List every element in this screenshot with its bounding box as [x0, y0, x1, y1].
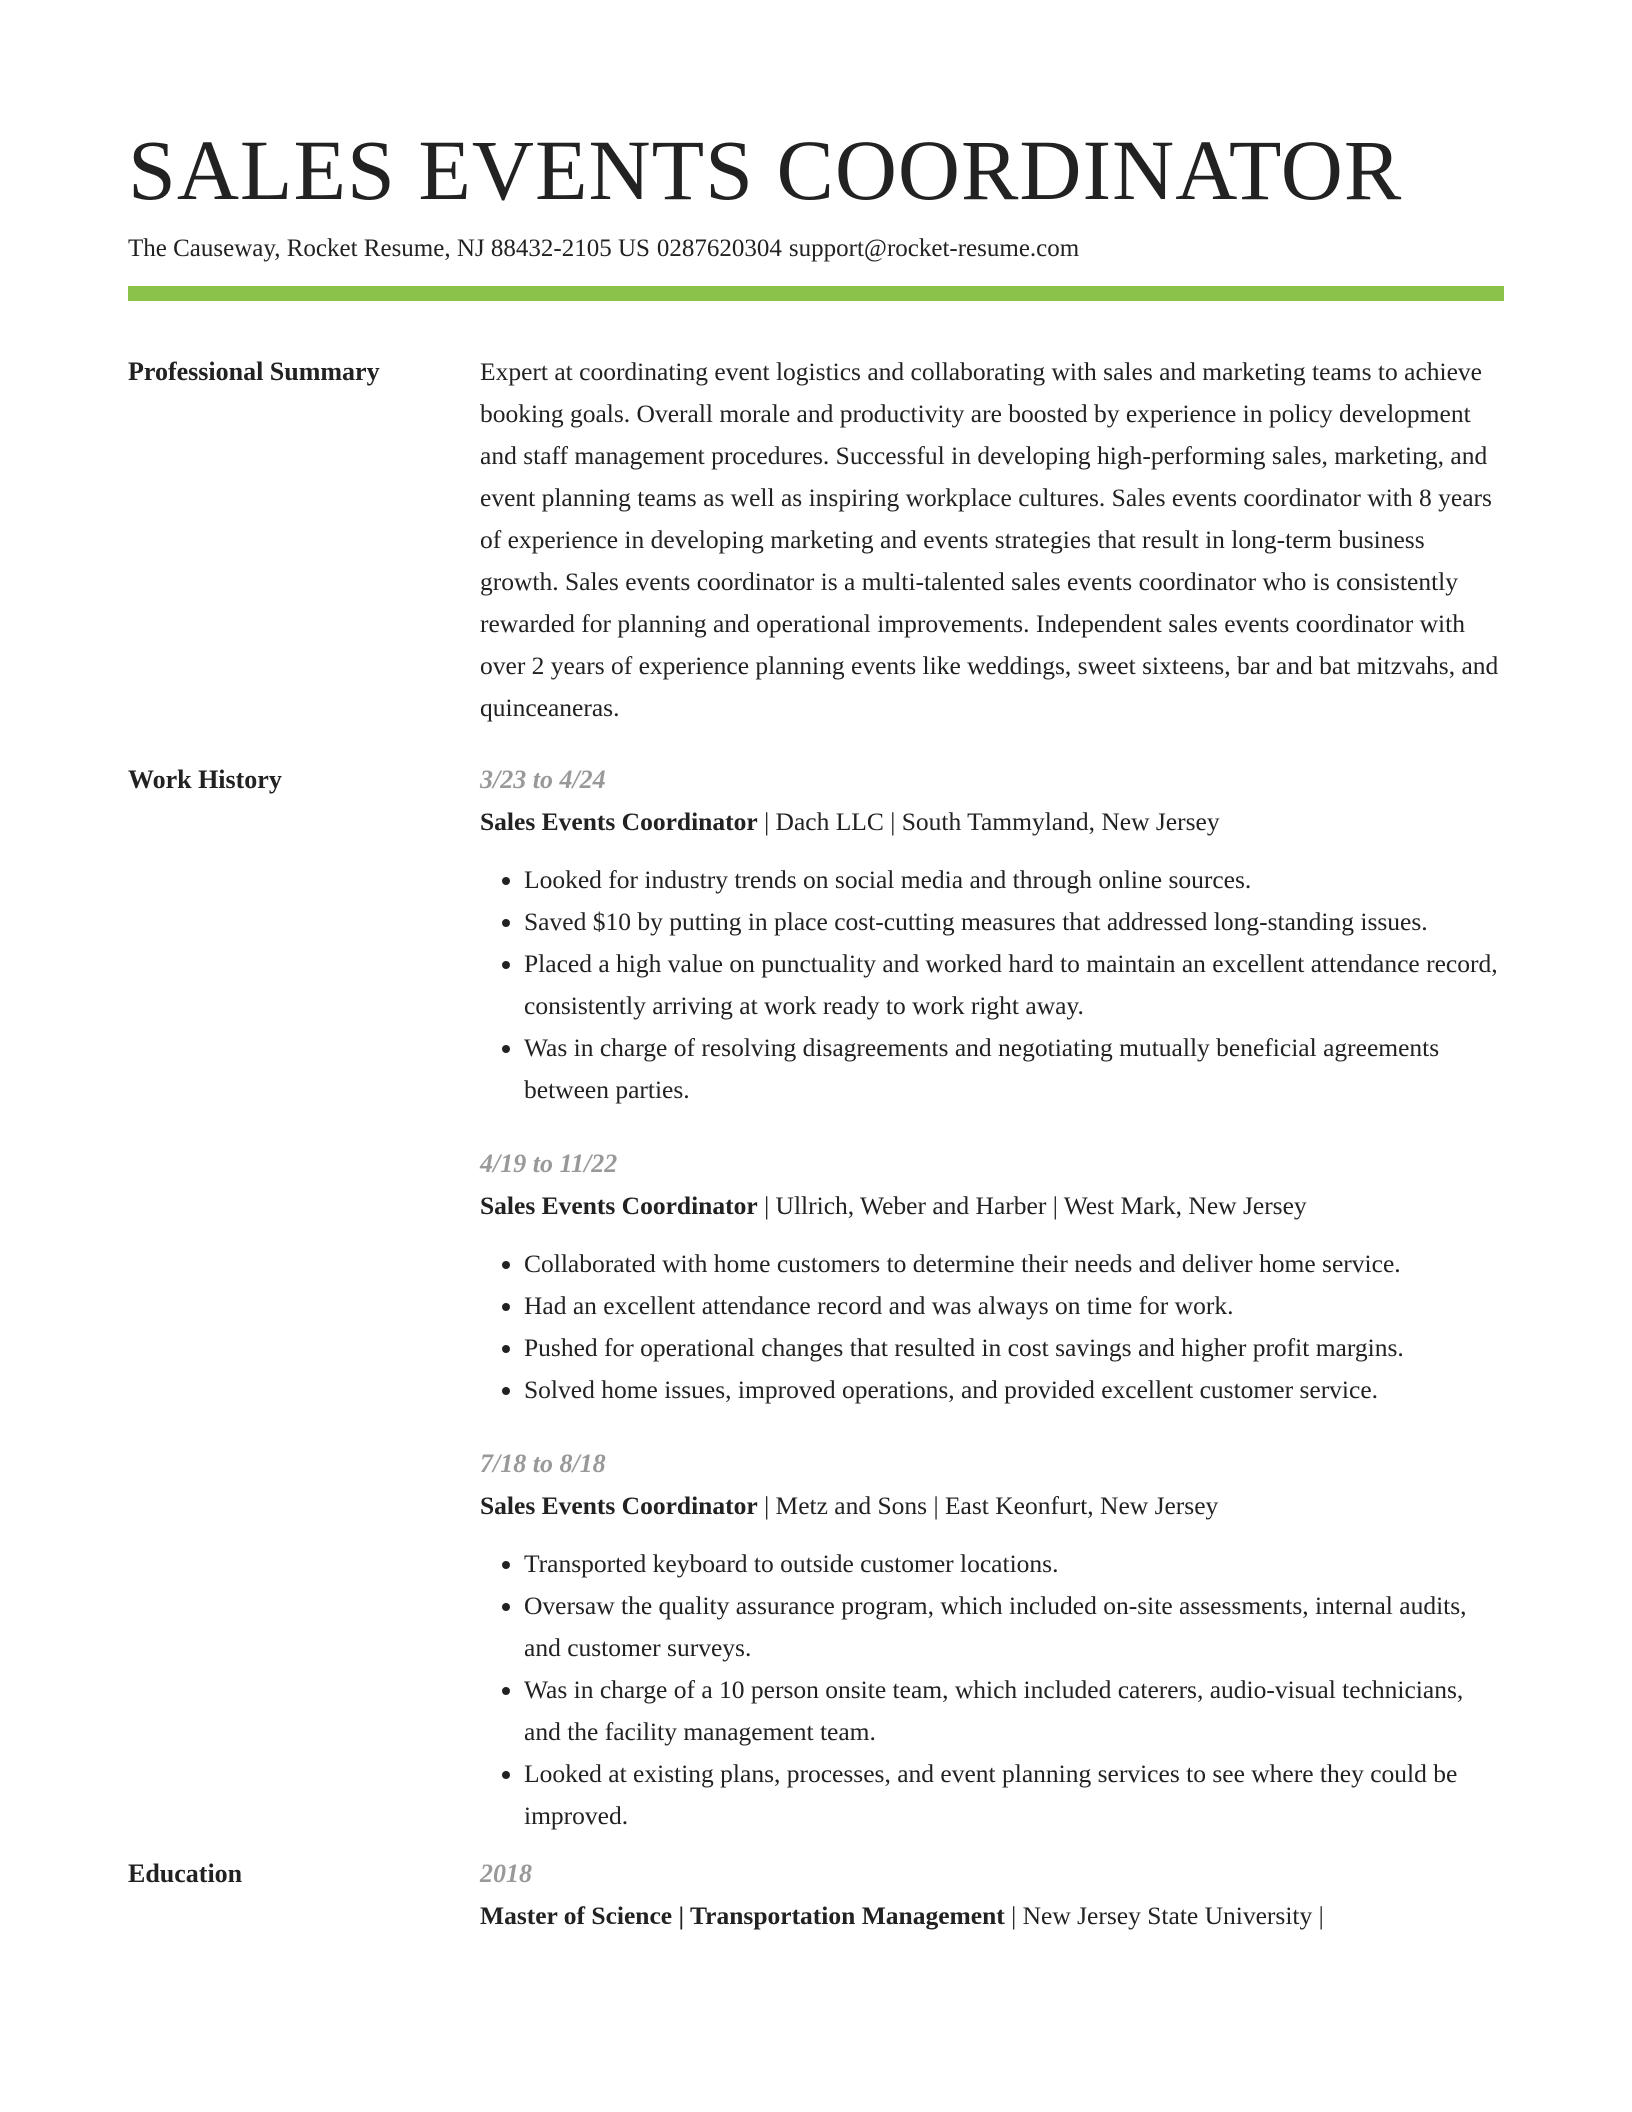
education-year: 2018: [480, 1859, 532, 1888]
job-title: Sales Events Coordinator: [480, 807, 758, 836]
education-section: [128, 1853, 1504, 1937]
job-details: | Metz and Sons | East Keonfurt, New Jersey: [757, 1491, 1219, 1520]
job-bullet: • Transported keyboard to outside customer locations.: [524, 1543, 1504, 1585]
contact-phone: 0287620304: [656, 235, 782, 262]
contact-line: [128, 232, 1504, 266]
resume-name: SALES EVENTS COORDINATOR: [128, 122, 1403, 218]
job-title-line: [480, 1485, 1504, 1527]
contact-email: support@rocket-resume.com: [788, 235, 1080, 262]
resume-page: [128, 120, 1504, 1937]
job-bullets: [480, 859, 1504, 1111]
summary-section: [128, 351, 1504, 729]
degree-line: [480, 1895, 1504, 1937]
job-dates: 4/19 to 11/22: [480, 1149, 618, 1178]
job-entry: [480, 1143, 1504, 1411]
job-dates: 3/23 to 4/24: [480, 765, 606, 794]
work-history-heading: Work History: [128, 765, 282, 794]
job-details: | Dach LLC | South Tammyland, New Jersey: [757, 807, 1220, 836]
summary-heading: Professional Summary: [128, 357, 380, 386]
job-title: Sales Events Coordinator: [480, 1191, 758, 1220]
contact-address: The Causeway, Rocket Resume, NJ 88432-2105 US: [128, 235, 650, 262]
job-bullet: • Placed a high value on punctuality and worked hard to maintain an excellent attendance record, consistently arriving at work ready to work right away.: [524, 943, 1504, 1027]
job-details: | Ullrich, Weber and Harber | West Mark, New Jersey: [757, 1191, 1307, 1220]
job-title-line: [480, 801, 1504, 843]
job-bullet: • Collaborated with home customers to determine their needs and deliver home service.: [524, 1243, 1504, 1285]
job-entry: [480, 759, 1504, 1111]
job-bullet: • Saved $10 by putting in place cost-cutting measures that addressed long-standing issues.: [524, 901, 1504, 943]
header-accent-rule: [128, 286, 1504, 301]
school-name: | New Jersey State University |: [1004, 1901, 1324, 1930]
job-bullet: • Was in charge of a 10 person onsite team, which included caterers, audio-visual technicians, and the facility management team.: [524, 1669, 1504, 1753]
job-bullets: [480, 1243, 1504, 1411]
job-title: Sales Events Coordinator: [480, 1491, 758, 1520]
job-dates: 7/18 to 8/18: [480, 1449, 606, 1478]
job-bullet: • Looked at existing plans, processes, and event planning services to see where they could be improved.: [524, 1753, 1504, 1837]
job-bullet: • Looked for industry trends on social media and through online sources.: [524, 859, 1504, 901]
job-entry: [480, 1443, 1504, 1837]
job-bullet: • Was in charge of resolving disagreements and negotiating mutually beneficial agreements between parties.: [524, 1027, 1504, 1111]
education-heading: Education: [128, 1859, 243, 1888]
job-bullet: • Oversaw the quality assurance program, which included on-site assessments, internal audits, and customer surveys.: [524, 1585, 1504, 1669]
job-title-line: [480, 1185, 1504, 1227]
job-bullet: • Had an excellent attendance record and was always on time for work.: [524, 1285, 1504, 1327]
job-bullet: • Solved home issues, improved operations, and provided excellent customer service.: [524, 1369, 1504, 1411]
work-history-section: [128, 759, 1504, 1837]
job-bullet: • Pushed for operational changes that resulted in cost savings and higher profit margins.: [524, 1327, 1504, 1369]
summary-text: Expert at coordinating event logistics and collaborating with sales and marketing teams to achieve booking goals. Overall morale and productivity are boosted by experience in policy development and staff management procedures. Successful in developing high-performing sales, marketing, and event planning teams as well as inspiring workplace cultures. Sales events coordinator with 8 years of experience in developing marketing and events strategies that result in long-term business growth. Sales events coordinator is a multi-talented sales events coordinator who is consistently rewarded for planning and operational improvements. Independent sales events coordinator with over 2 years of experience planning events like weddings, sweet sixteens, bar and bat mitzvahs, and quinceaneras.: [480, 357, 1499, 722]
job-bullets: [480, 1543, 1504, 1837]
degree-title: Master of Science | Transportation Management: [480, 1901, 1005, 1930]
